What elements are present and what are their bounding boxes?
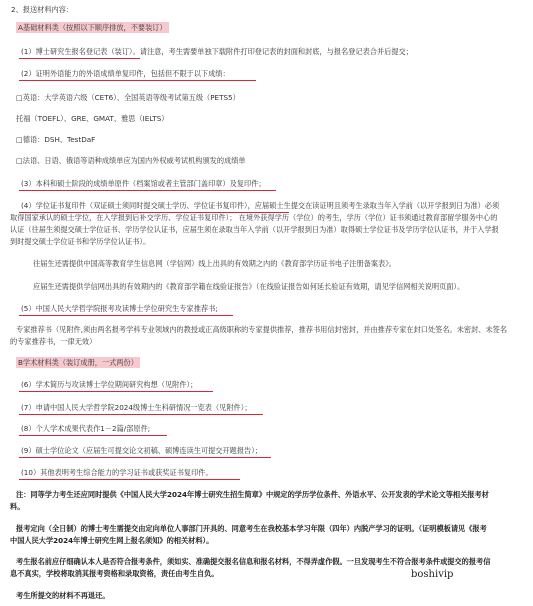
underline-5 <box>19 315 233 316</box>
directed-line-1: 报考定向（全日制）的博士考生需提交由定向单位人事部门开具的、同意考生在我校基本学习年限（四年）内脱产学习的证明。（证明模板请见《报考 <box>16 524 487 533</box>
group-a-label: A基础材料类（按照以下顺序排放，不要装订） <box>18 23 167 32</box>
underline-1 <box>19 58 140 59</box>
item-1 <box>21 47 413 57</box>
item-4-b: （双证硕士须同时提交硕士学历、学位证书复印件） <box>85 201 248 210</box>
para-chsi: 往届生还需提供中国高等教育学生信息网（学信网）线上出具的有效期之内的《教育部学历证书电子注册备案表》。 <box>33 259 396 268</box>
underline-3 <box>19 190 276 191</box>
watermark: boshivip <box>411 569 454 580</box>
responsibility-line-2: 息不真实，学校将取消其报考资格和录取资格，责任由考生自负。 <box>10 569 219 578</box>
item-1-rest: 。请注意，考生需要单独下载附件打印登记表的封面和封底，与报名登记表合并后提交； <box>132 47 413 56</box>
recommendation-line-2: 的专家推荐书，一律无效） <box>10 337 97 346</box>
item-6: (6）学术简历与攻读博士学位期间研究构想（见附件）； <box>21 380 198 389</box>
group-b-heading <box>16 358 140 368</box>
item-10: (10）其他表明考生综合能力的学习证书或获奖证书复印件。 <box>21 468 213 477</box>
note-line-2: 料。 <box>10 502 25 511</box>
item-4 <box>21 201 499 211</box>
section-title: 2、报送材料内容： <box>11 5 74 14</box>
group-b-label: B学术材料类（装订成册，一式两份） <box>18 358 138 367</box>
item-7: (7）申请中国人民大学哲学院2024级博士生科研情况一览表（见附件）； <box>21 403 252 412</box>
lang-toefl: 托福（TOEFL）、GRE、GMAT、雅思（IELTS） <box>16 114 169 123</box>
underline-8 <box>19 435 167 436</box>
group-a-heading <box>16 23 169 33</box>
item-5: (5）中国人民大学哲学院报考攻读博士学位研究生专家推荐书; <box>21 304 218 313</box>
item-4-line-2: 取得国家承认的硕士学位，在入学报到后补交学历、学位证书复印件）； 在境外获得学历（学位）的考生，学历（学位）证书须通过教育部留学服务中心的 <box>10 213 498 222</box>
responsibility-line-1: 考生报名前应仔细确认本人是否符合报考条件，须如实、准确提交报名信息和报名材料，不得弄虚作假。一旦发现考生不符合报考条件或提交的报考信 <box>16 557 491 566</box>
item-4-line-3: 认证（往届生须提交硕士学位证书、学历学位认证书，应届生须在录取当年入学前（以开学报到日为准）取得硕士学位证书及学历学位认证书，并于入学报 <box>10 225 499 234</box>
item-4-line-4: 到时提交硕士学位证书和学历学位认证书）。 <box>10 237 151 246</box>
item-4-c: ，应届硕士生提交在读证明且须考生录取当年入学前（以开学报到日为准）必须 <box>247 201 500 210</box>
recommendation-line-1: 专家推荐书（见附件,须由两名报考学科专业领域内的教授或正高级职称的专家提供推荐，推荐书用信封密封，并由推荐专家在封口处签名。未密封、未签名 <box>16 325 508 334</box>
item-1-link[interactable]: (1）博士研究生报名登记表（装订） <box>21 47 133 56</box>
underline-9 <box>19 457 271 458</box>
item-8: (8）个人学术成果代表作1－2篇/部原件; <box>21 424 151 433</box>
no-return-note: 考生所提交的材料不再退还。 <box>16 591 110 600</box>
item-9: (9）硕士学位论文（应届生可提交论文初稿、硕博连读生可提交开题报告）； <box>21 446 262 455</box>
underline-6 <box>19 391 213 392</box>
item-3: (3）本科和硕士阶段的成绩单原件（档案馆或者主管部门盖印章）及复印件； <box>21 179 266 188</box>
directed-line-2: 中国人民大学2024年博士研究生网上报名须知》的相关材料）。 <box>10 536 214 545</box>
note-line-1: 注：同等学力考生还应同时提供《中国人民大学2024年博士研究生招生简章》中规定的学历学位条件、外语水平、公开发表的学术论文等相关报考材 <box>16 490 489 499</box>
lang-english: □英语：大学英语六级（CET6）、全国英语等级考试第五级（PETS5） <box>16 93 240 102</box>
underline-7 <box>19 414 263 415</box>
underline-10 <box>19 479 240 480</box>
lang-german: □德语：DSH、TestDaF <box>16 135 96 144</box>
item-2: (2）证明外语能力的外语成绩单复印件，包括但不限于以下成绩： <box>21 69 230 78</box>
lang-other: □法语、日语、俄语等语种成绩单应为国内外权威考试机构颁发的成绩单 <box>16 156 246 165</box>
item-4-a: (4）学位证书复印件 <box>21 201 86 210</box>
underline-2 <box>19 80 256 81</box>
para-cdgdc: 应届生还需提供学信网出具的有效期内的《教育部学籍在线验证报告》（在线验证报告如何延长验证有效期，请见学信网相关说明页面）。 <box>33 282 465 291</box>
